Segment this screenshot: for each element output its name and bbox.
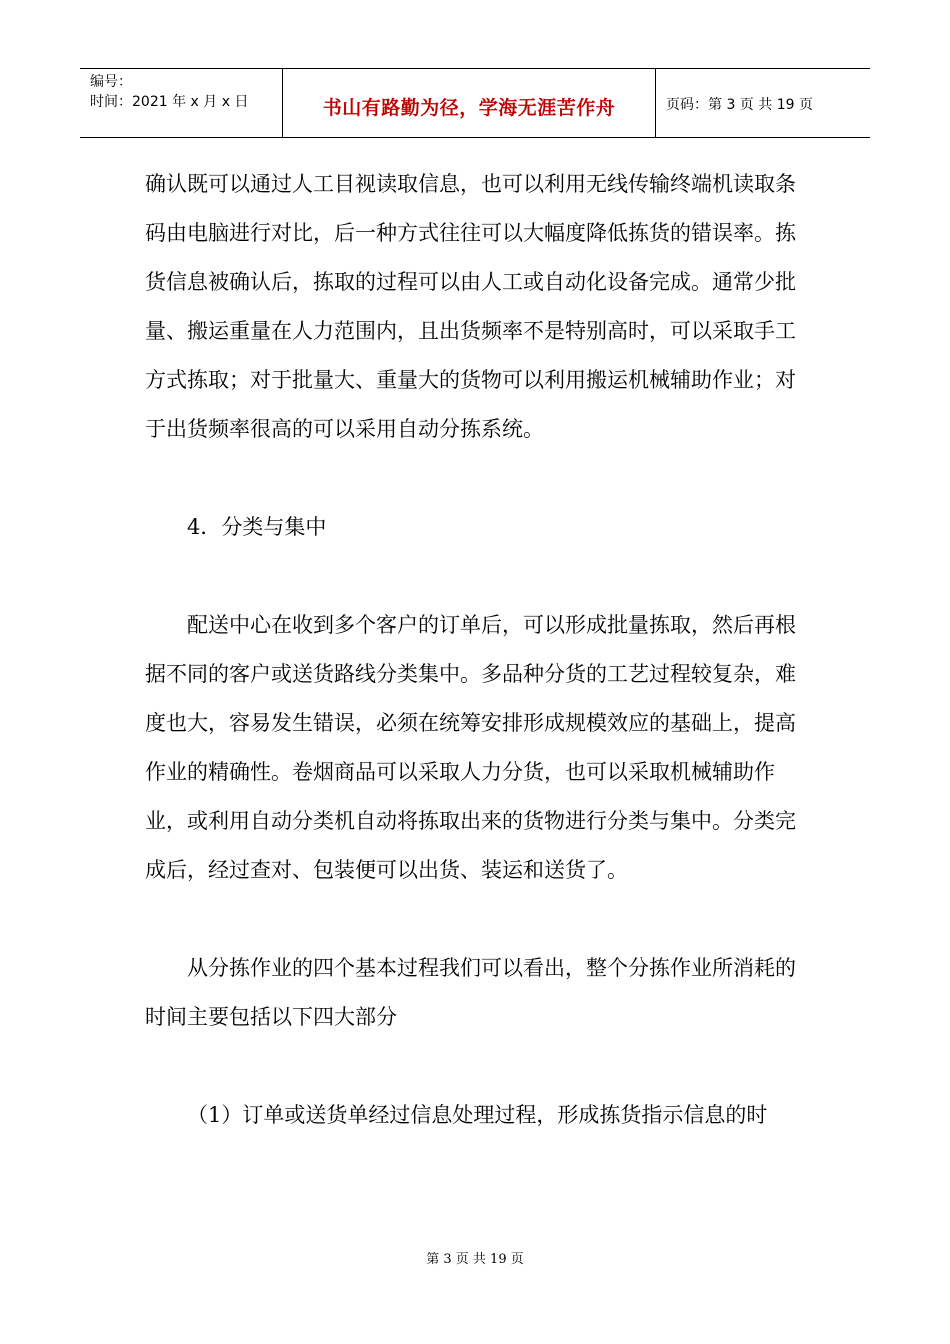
document-date: 时间：2021 年 x 月 x 日 (90, 94, 249, 110)
header-page-cell (656, 69, 870, 137)
header-meta-cell (80, 69, 283, 137)
body-paragraph: 配送中心在收到多个客户的订单后，可以形成批量拣取，然后再根据不同的客户或送货路线分类集中。多品种分货的工艺过程较复杂，难度也大，容易发生错误，必须在统筹安排形成规模效应的基础上，提高作业的精确性。卷烟商品可以采取人力分货，也可以采取机械辅助作业，或利用自动分类机自动将拣取出来的货物进行分类与集中。分类完成后，经过查对、包装便可以出货、装运和送货了。 (145, 613, 796, 882)
body-paragraph: 从分拣作业的四个基本过程我们可以看出，整个分拣作业所消耗的时间主要包括以下四大部分 (145, 956, 796, 1029)
header-motto: 书山有路勤为径，学海无涯苦作舟 (322, 97, 616, 119)
document-body (145, 160, 810, 1140)
page-footer: 第 3 页 共 19 页 (426, 1252, 524, 1267)
page-header (80, 68, 870, 138)
body-paragraph: 确认既可以通过人工目视读取信息，也可以利用无线传输终端机读取条码由电脑进行对比，后一种方式往往可以大幅度降低拣货的错误率。拣货信息被确认后，拣取的过程可以由人工或自动化设备完成。通常少批量、搬运重量在人力范围内，且出货频率不是特别高时，可以采取手工方式拣取；对于批量大、重量大的货物可以利用搬运机械辅助作业；对于出货频率很高的可以采用自动分拣系统。 (145, 172, 796, 441)
header-page-info: 页码：第 3 页 共 19 页 (666, 97, 813, 113)
header-motto-cell (283, 69, 656, 137)
section-heading: 4．分类与集中 (187, 515, 327, 539)
list-item: （1）订单或送货单经过信息处理过程，形成拣货指示信息的时 (187, 1103, 768, 1127)
document-number-label: 编号： (90, 74, 132, 90)
